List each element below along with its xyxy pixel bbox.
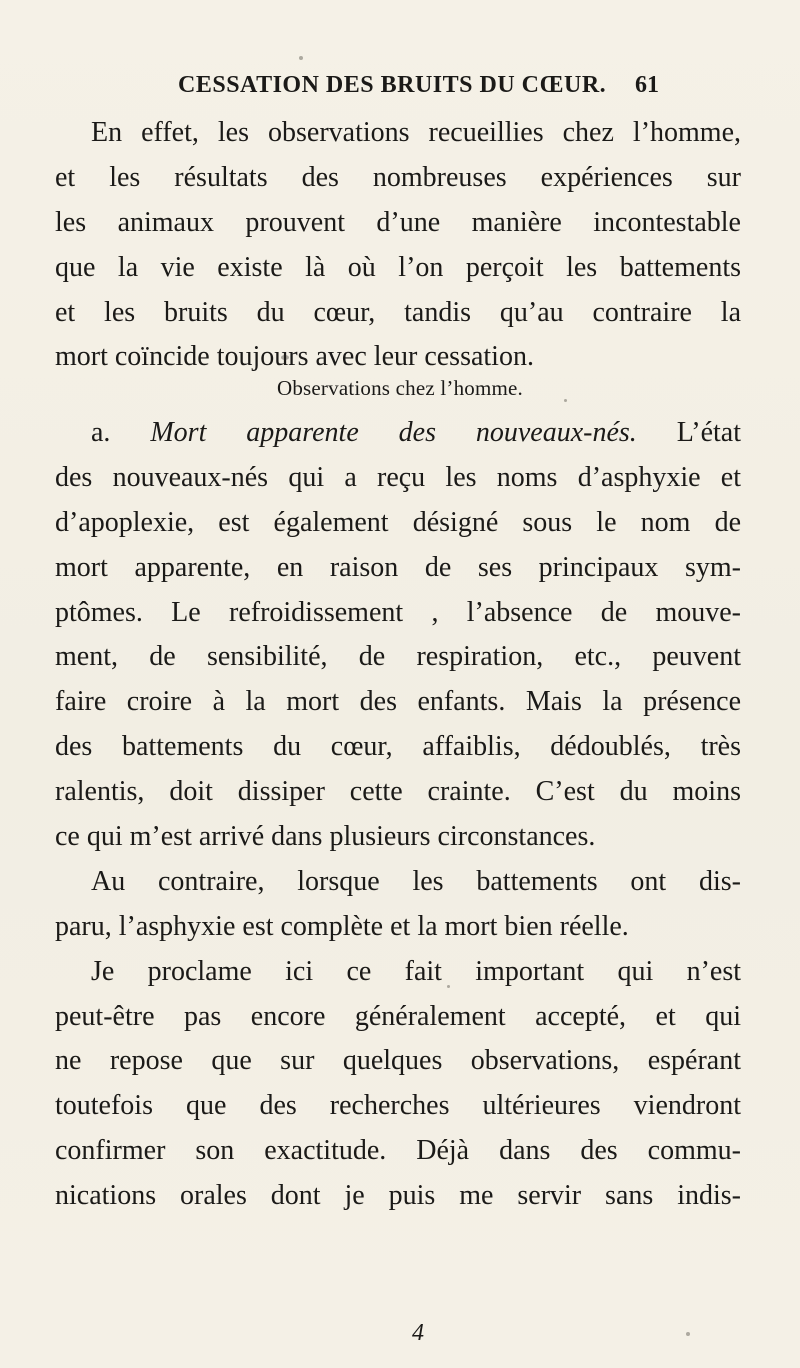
signature-mark: 4 (412, 1320, 424, 1346)
intro-line: les animaux prouvent d’une manière incontestable (55, 206, 741, 238)
intro-line: mort coïncide toujours avec leur cessation. (55, 341, 534, 373)
section-a-first-line-rest: L’état (676, 417, 741, 448)
third-paragraph-line: confirmer son exactitude. Déjà dans des commu- (55, 1135, 741, 1167)
page-number: 61 (635, 72, 659, 98)
section-a-heading-line (55, 411, 741, 456)
print-speck (686, 1332, 690, 1336)
section-a-line: ptômes. Le refroidissement , l’absence de mouve- (55, 596, 741, 628)
print-speck (281, 355, 289, 360)
print-speck (299, 56, 303, 60)
running-title: CESSATION DES BRUITS DU CŒUR. (178, 72, 607, 98)
section-a-prefix: a. (91, 417, 111, 448)
section-a-line: ce qui m’est arrivé dans plusieurs circonstances. (55, 821, 596, 853)
section-subheading: Observations chez l’homme. (276, 376, 524, 400)
section-a-title: Mort apparente des nouveaux-nés. (150, 417, 637, 448)
third-paragraph-line: peut-être pas encore généralement accepté, et qui (55, 1000, 741, 1032)
intro-line: que la vie existe là où l’on perçoit les battements (55, 251, 741, 283)
intro-line: et les résultats des nombreuses expériences sur (55, 161, 741, 193)
intro-line: En effet, les observations recueillies chez l’homme, (91, 117, 741, 148)
second-paragraph-line: paru, l’asphyxie est complète et la mort bien réelle. (55, 910, 629, 942)
section-a-line: faire croire à la mort des enfants. Mais la présence (55, 686, 741, 718)
print-speck (564, 399, 567, 402)
section-a-line: mort apparente, en raison de ses principaux sym- (55, 551, 741, 583)
section-a-line: des nouveaux-nés qui a reçu les noms d’asphyxie et (55, 461, 741, 493)
section-a-line: ralentis, doit dissiper cette crainte. C’est du moins (55, 776, 741, 808)
section-a-line: d’apoplexie, est également désigné sous le nom de (55, 506, 741, 538)
print-speck (447, 985, 450, 988)
third-paragraph-line: nications orales dont je puis me servir sans indis- (55, 1180, 741, 1212)
third-paragraph-line: ne repose que sur quelques observations, espérant (55, 1045, 741, 1077)
intro-paragraph (55, 111, 741, 380)
second-paragraph-line: Au contraire, lorsque les battements ont dis- (91, 865, 741, 897)
running-head (0, 72, 800, 102)
section-a-line: ment, de sensibilité, de respiration, etc., peuvent (55, 641, 741, 673)
intro-line: et les bruits du cœur, tandis qu’au contraire la (55, 296, 741, 328)
third-paragraph-line: toutefois que des recherches ultérieures viendront (55, 1090, 741, 1122)
section-a (55, 411, 741, 1219)
section-a-line: des battements du cœur, affaiblis, dédoublés, très (55, 731, 741, 763)
third-paragraph-line: Je proclame ici ce fait important qui n’est (91, 955, 741, 987)
